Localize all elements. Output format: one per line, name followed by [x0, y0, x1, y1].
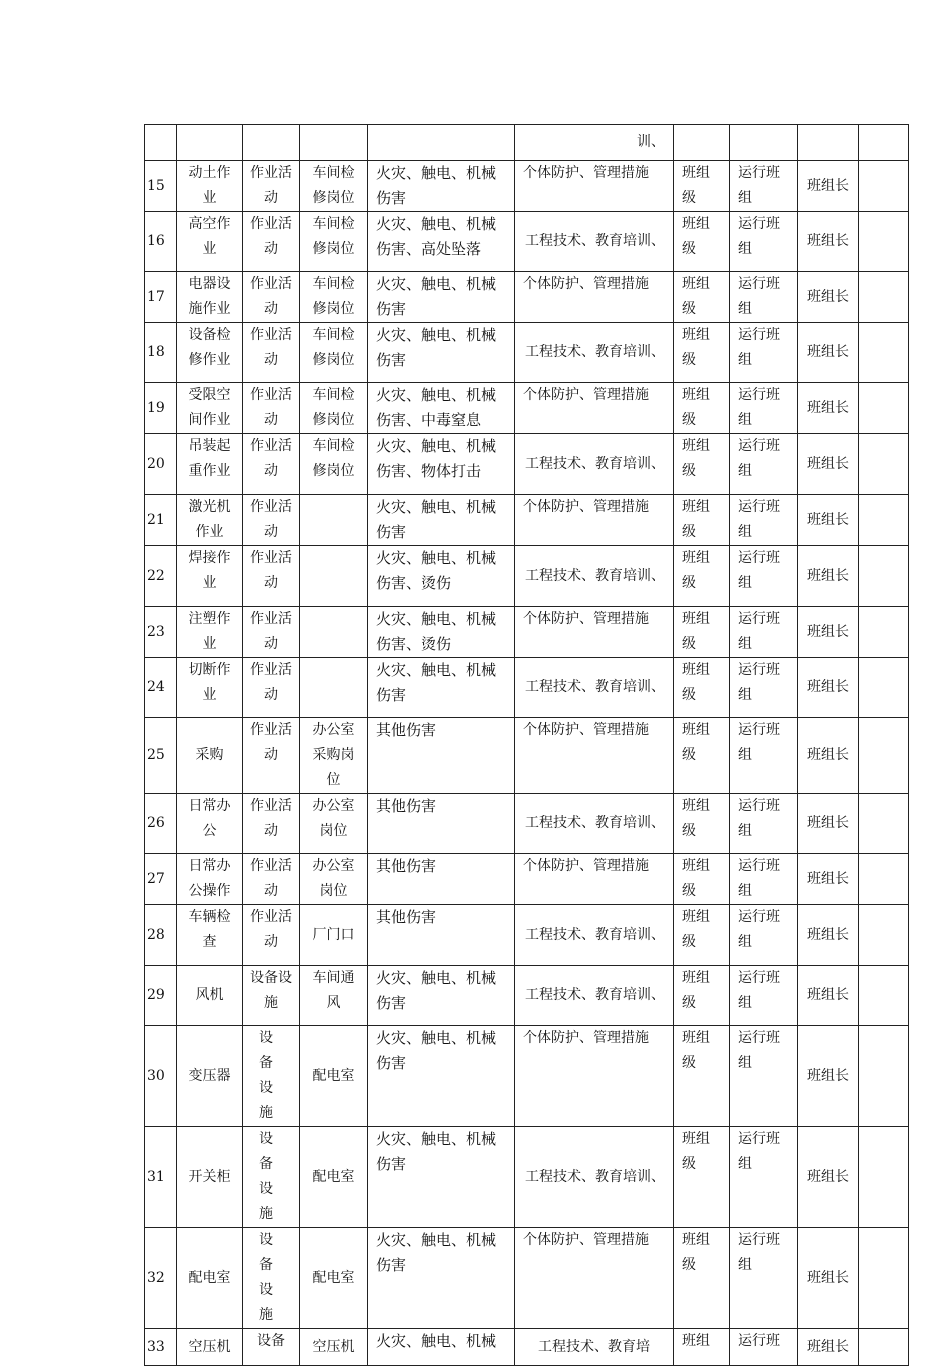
- control-measure: 工程技术、教育培训、: [515, 966, 674, 1026]
- hazard-text: 火灾、触电、机械伤害、高处坠落: [368, 212, 515, 272]
- table-row: [145, 323, 909, 383]
- control-measure: 工程技术、教育培训、: [515, 658, 674, 718]
- row-number: 32: [145, 1228, 177, 1329]
- remark-cell: [859, 718, 909, 794]
- responsible-person: 班组长: [798, 718, 859, 794]
- row-number: 33: [145, 1329, 177, 1366]
- activity-name: 设备检修作业: [177, 323, 243, 383]
- responsible-team: 运行班组: [730, 1026, 798, 1127]
- row-number: 18: [145, 323, 177, 383]
- control-level: 班组级: [674, 323, 730, 383]
- hazard-text: 火灾、触电、机械伤害: [368, 161, 515, 212]
- activity-location: 车间检修岗位: [300, 272, 368, 323]
- hazard-text: 其他伤害: [368, 718, 515, 794]
- activity-location: 厂门口: [300, 905, 368, 966]
- responsible-team: 运行班组: [730, 854, 798, 905]
- row-number: 30: [145, 1026, 177, 1127]
- activity-name: 空压机: [177, 1329, 243, 1366]
- hazard-text: 火灾、触电、机械: [368, 1329, 515, 1366]
- activity-location: 办公室岗位: [300, 854, 368, 905]
- activity-name: 吊装起重作业: [177, 434, 243, 495]
- responsible-person: 班组长: [798, 1329, 859, 1366]
- table-row: [145, 794, 909, 854]
- hazard-text: 火灾、触电、机械伤害: [368, 323, 515, 383]
- table-row: [145, 546, 909, 607]
- control-measure: 个体防护、管理措施: [515, 1228, 674, 1329]
- activity-type: 作业活动: [243, 546, 300, 607]
- responsible-team: 运行班组: [730, 212, 798, 272]
- control-level: 班组级: [674, 495, 730, 546]
- hazard-text: 火灾、触电、机械伤害、烫伤: [368, 607, 515, 658]
- activity-location: 配电室: [300, 1127, 368, 1228]
- activity-location: [300, 607, 368, 658]
- table-row: [145, 1127, 909, 1228]
- table-row: [145, 607, 909, 658]
- activity-type: 设备: [243, 1329, 300, 1366]
- remark-cell: [859, 1127, 909, 1228]
- hazard-text: 火灾、触电、机械伤害: [368, 1127, 515, 1228]
- control-level: 班组级: [674, 161, 730, 212]
- risk-table: [144, 124, 909, 1366]
- activity-name: 开关柜: [177, 1127, 243, 1228]
- row-number: [145, 125, 177, 161]
- activity-location: [300, 546, 368, 607]
- activity-name: 激光机作业: [177, 495, 243, 546]
- responsible-team: 运行班组: [730, 161, 798, 212]
- control-level: 班组级: [674, 212, 730, 272]
- activity-location: [300, 495, 368, 546]
- responsible-person: 班组长: [798, 966, 859, 1026]
- activity-location: 配电室: [300, 1228, 368, 1329]
- responsible-team: 运行班组: [730, 905, 798, 966]
- activity-type: 作业活动: [243, 658, 300, 718]
- activity-type: 作业活动: [243, 212, 300, 272]
- remark-cell: [859, 905, 909, 966]
- activity-type: 设备设施: [243, 1228, 300, 1329]
- activity-type: 作业活动: [243, 323, 300, 383]
- activity-location: 车间检修岗位: [300, 383, 368, 434]
- responsible-person: 班组长: [798, 1026, 859, 1127]
- remark-cell: [859, 434, 909, 495]
- activity-name: 日常办公: [177, 794, 243, 854]
- hazard-text: 其他伤害: [368, 794, 515, 854]
- responsible-team: 运行班组: [730, 794, 798, 854]
- activity-type: 作业活动: [243, 434, 300, 495]
- responsible-team: [730, 125, 798, 161]
- control-level: 班组级: [674, 905, 730, 966]
- remark-cell: [859, 383, 909, 434]
- activity-type: 作业活动: [243, 161, 300, 212]
- responsible-team: 运行班组: [730, 272, 798, 323]
- activity-location: 车间通风: [300, 966, 368, 1026]
- activity-type: 作业活动: [243, 495, 300, 546]
- responsible-person: 班组长: [798, 434, 859, 495]
- remark-cell: [859, 607, 909, 658]
- responsible-person: 班组长: [798, 212, 859, 272]
- control-measure: 工程技术、教育培训、: [515, 434, 674, 495]
- responsible-person: [798, 125, 859, 161]
- control-level: 班组级: [674, 272, 730, 323]
- responsible-person: 班组长: [798, 607, 859, 658]
- hazard-text: 火灾、触电、机械伤害、物体打击: [368, 434, 515, 495]
- row-number: 15: [145, 161, 177, 212]
- hazard-text: 其他伤害: [368, 854, 515, 905]
- remark-cell: [859, 966, 909, 1026]
- activity-location: [300, 658, 368, 718]
- table-row: [145, 495, 909, 546]
- control-measure: 个体防护、管理措施: [515, 495, 674, 546]
- remark-cell: [859, 212, 909, 272]
- activity-name: [177, 125, 243, 161]
- control-level: [674, 125, 730, 161]
- hazard-text: 火灾、触电、机械伤害: [368, 966, 515, 1026]
- row-number: 26: [145, 794, 177, 854]
- responsible-person: 班组长: [798, 272, 859, 323]
- activity-name: 车辆检查: [177, 905, 243, 966]
- activity-location: 车间检修岗位: [300, 212, 368, 272]
- activity-name: 受限空间作业: [177, 383, 243, 434]
- row-number: 24: [145, 658, 177, 718]
- control-measure: 个体防护、管理措施: [515, 161, 674, 212]
- control-measure: 工程技术、教育培: [515, 1329, 674, 1366]
- responsible-team: 运行班组: [730, 1228, 798, 1329]
- responsible-person: 班组长: [798, 1228, 859, 1329]
- remark-cell: [859, 1329, 909, 1366]
- activity-location: 车间检修岗位: [300, 323, 368, 383]
- table-row: [145, 434, 909, 495]
- control-level: 班组级: [674, 383, 730, 434]
- activity-name: 注塑作业: [177, 607, 243, 658]
- row-number: 31: [145, 1127, 177, 1228]
- activity-name: 日常办公操作: [177, 854, 243, 905]
- activity-name: 电器设施作业: [177, 272, 243, 323]
- hazard-text: 火灾、触电、机械伤害: [368, 1228, 515, 1329]
- activity-location: [300, 125, 368, 161]
- activity-location: 车间检修岗位: [300, 434, 368, 495]
- hazard-text: [368, 125, 515, 161]
- row-number: 28: [145, 905, 177, 966]
- table-row: [145, 161, 909, 212]
- responsible-person: 班组长: [798, 161, 859, 212]
- responsible-person: 班组长: [798, 1127, 859, 1228]
- responsible-team: 运行班组: [730, 1127, 798, 1228]
- remark-cell: [859, 272, 909, 323]
- control-level: 班组级: [674, 434, 730, 495]
- row-number: 17: [145, 272, 177, 323]
- responsible-team: 运行班组: [730, 966, 798, 1026]
- activity-type: 设备设施: [243, 966, 300, 1026]
- control-measure: 工程技术、教育培训、: [515, 794, 674, 854]
- control-measure: 个体防护、管理措施: [515, 718, 674, 794]
- control-level: 班组: [674, 1329, 730, 1366]
- control-level: 班组级: [674, 607, 730, 658]
- remark-cell: [859, 1026, 909, 1127]
- remark-cell: [859, 794, 909, 854]
- responsible-person: 班组长: [798, 658, 859, 718]
- control-measure: 工程技术、教育培训、: [515, 323, 674, 383]
- row-number: 21: [145, 495, 177, 546]
- responsible-team: 运行班组: [730, 607, 798, 658]
- activity-name: 切断作业: [177, 658, 243, 718]
- table-row: [145, 272, 909, 323]
- control-level: 班组级: [674, 546, 730, 607]
- table-body: [145, 125, 909, 1366]
- activity-type: 作业活动: [243, 905, 300, 966]
- responsible-person: 班组长: [798, 323, 859, 383]
- control-measure: 个体防护、管理措施: [515, 272, 674, 323]
- responsible-person: 班组长: [798, 495, 859, 546]
- responsible-person: 班组长: [798, 905, 859, 966]
- activity-type: 作业活动: [243, 854, 300, 905]
- activity-name: 采购: [177, 718, 243, 794]
- activity-name: 配电室: [177, 1228, 243, 1329]
- remark-cell: [859, 161, 909, 212]
- table-row: [145, 966, 909, 1026]
- hazard-text: 其他伤害: [368, 905, 515, 966]
- responsible-team: 运行班: [730, 1329, 798, 1366]
- control-measure: 个体防护、管理措施: [515, 854, 674, 905]
- activity-location: 空压机: [300, 1329, 368, 1366]
- table-row: [145, 658, 909, 718]
- table-row: [145, 905, 909, 966]
- control-measure: 个体防护、管理措施: [515, 1026, 674, 1127]
- table-row: [145, 1026, 909, 1127]
- control-measure: 个体防护、管理措施: [515, 607, 674, 658]
- control-measure: 工程技术、教育培训、: [515, 212, 674, 272]
- remark-cell: [859, 658, 909, 718]
- activity-location: 办公室采购岗位: [300, 718, 368, 794]
- control-measure: 工程技术、教育培训、: [515, 1127, 674, 1228]
- responsible-team: 运行班组: [730, 658, 798, 718]
- control-measure: 训、: [515, 125, 674, 161]
- activity-name: 焊接作业: [177, 546, 243, 607]
- table-row: [145, 212, 909, 272]
- activity-location: 车间检修岗位: [300, 161, 368, 212]
- table-row: [145, 854, 909, 905]
- responsible-team: 运行班组: [730, 495, 798, 546]
- row-number: 29: [145, 966, 177, 1026]
- activity-name: 动土作业: [177, 161, 243, 212]
- activity-name: 风机: [177, 966, 243, 1026]
- hazard-text: 火灾、触电、机械伤害: [368, 495, 515, 546]
- hazard-text: 火灾、触电、机械伤害、中毒窒息: [368, 383, 515, 434]
- row-number: 23: [145, 607, 177, 658]
- responsible-person: 班组长: [798, 794, 859, 854]
- remark-cell: [859, 546, 909, 607]
- activity-type: 作业活动: [243, 718, 300, 794]
- row-number: 25: [145, 718, 177, 794]
- hazard-text: 火灾、触电、机械伤害、烫伤: [368, 546, 515, 607]
- control-level: 班组级: [674, 718, 730, 794]
- activity-type: 设备设施: [243, 1127, 300, 1228]
- control-level: 班组级: [674, 658, 730, 718]
- responsible-person: 班组长: [798, 383, 859, 434]
- row-number: 20: [145, 434, 177, 495]
- activity-type: 作业活动: [243, 272, 300, 323]
- activity-location: 办公室岗位: [300, 794, 368, 854]
- table-row: [145, 718, 909, 794]
- remark-cell: [859, 323, 909, 383]
- activity-name: 高空作业: [177, 212, 243, 272]
- table-row: [145, 125, 909, 161]
- row-number: 22: [145, 546, 177, 607]
- remark-cell: [859, 1228, 909, 1329]
- activity-name: 变压器: [177, 1026, 243, 1127]
- control-level: 班组级: [674, 1127, 730, 1228]
- row-number: 16: [145, 212, 177, 272]
- hazard-text: 火灾、触电、机械伤害: [368, 1026, 515, 1127]
- hazard-text: 火灾、触电、机械伤害: [368, 272, 515, 323]
- responsible-team: 运行班组: [730, 323, 798, 383]
- control-measure: 个体防护、管理措施: [515, 383, 674, 434]
- hazard-text: 火灾、触电、机械伤害: [368, 658, 515, 718]
- responsible-team: 运行班组: [730, 434, 798, 495]
- table-row: [145, 383, 909, 434]
- control-level: 班组级: [674, 1026, 730, 1127]
- activity-type: 设备设施: [243, 1026, 300, 1127]
- table-row: [145, 1329, 909, 1366]
- activity-type: [243, 125, 300, 161]
- control-level: 班组级: [674, 966, 730, 1026]
- remark-cell: [859, 125, 909, 161]
- control-measure: 工程技术、教育培训、: [515, 905, 674, 966]
- control-level: 班组级: [674, 854, 730, 905]
- activity-type: 作业活动: [243, 794, 300, 854]
- activity-type: 作业活动: [243, 607, 300, 658]
- responsible-team: 运行班组: [730, 718, 798, 794]
- remark-cell: [859, 495, 909, 546]
- responsible-team: 运行班组: [730, 546, 798, 607]
- row-number: 19: [145, 383, 177, 434]
- activity-type: 作业活动: [243, 383, 300, 434]
- row-number: 27: [145, 854, 177, 905]
- control-level: 班组级: [674, 1228, 730, 1329]
- control-measure: 工程技术、教育培训、: [515, 546, 674, 607]
- responsible-team: 运行班组: [730, 383, 798, 434]
- control-level: 班组级: [674, 794, 730, 854]
- activity-location: 配电室: [300, 1026, 368, 1127]
- responsible-person: 班组长: [798, 546, 859, 607]
- remark-cell: [859, 854, 909, 905]
- responsible-person: 班组长: [798, 854, 859, 905]
- table-row: [145, 1228, 909, 1329]
